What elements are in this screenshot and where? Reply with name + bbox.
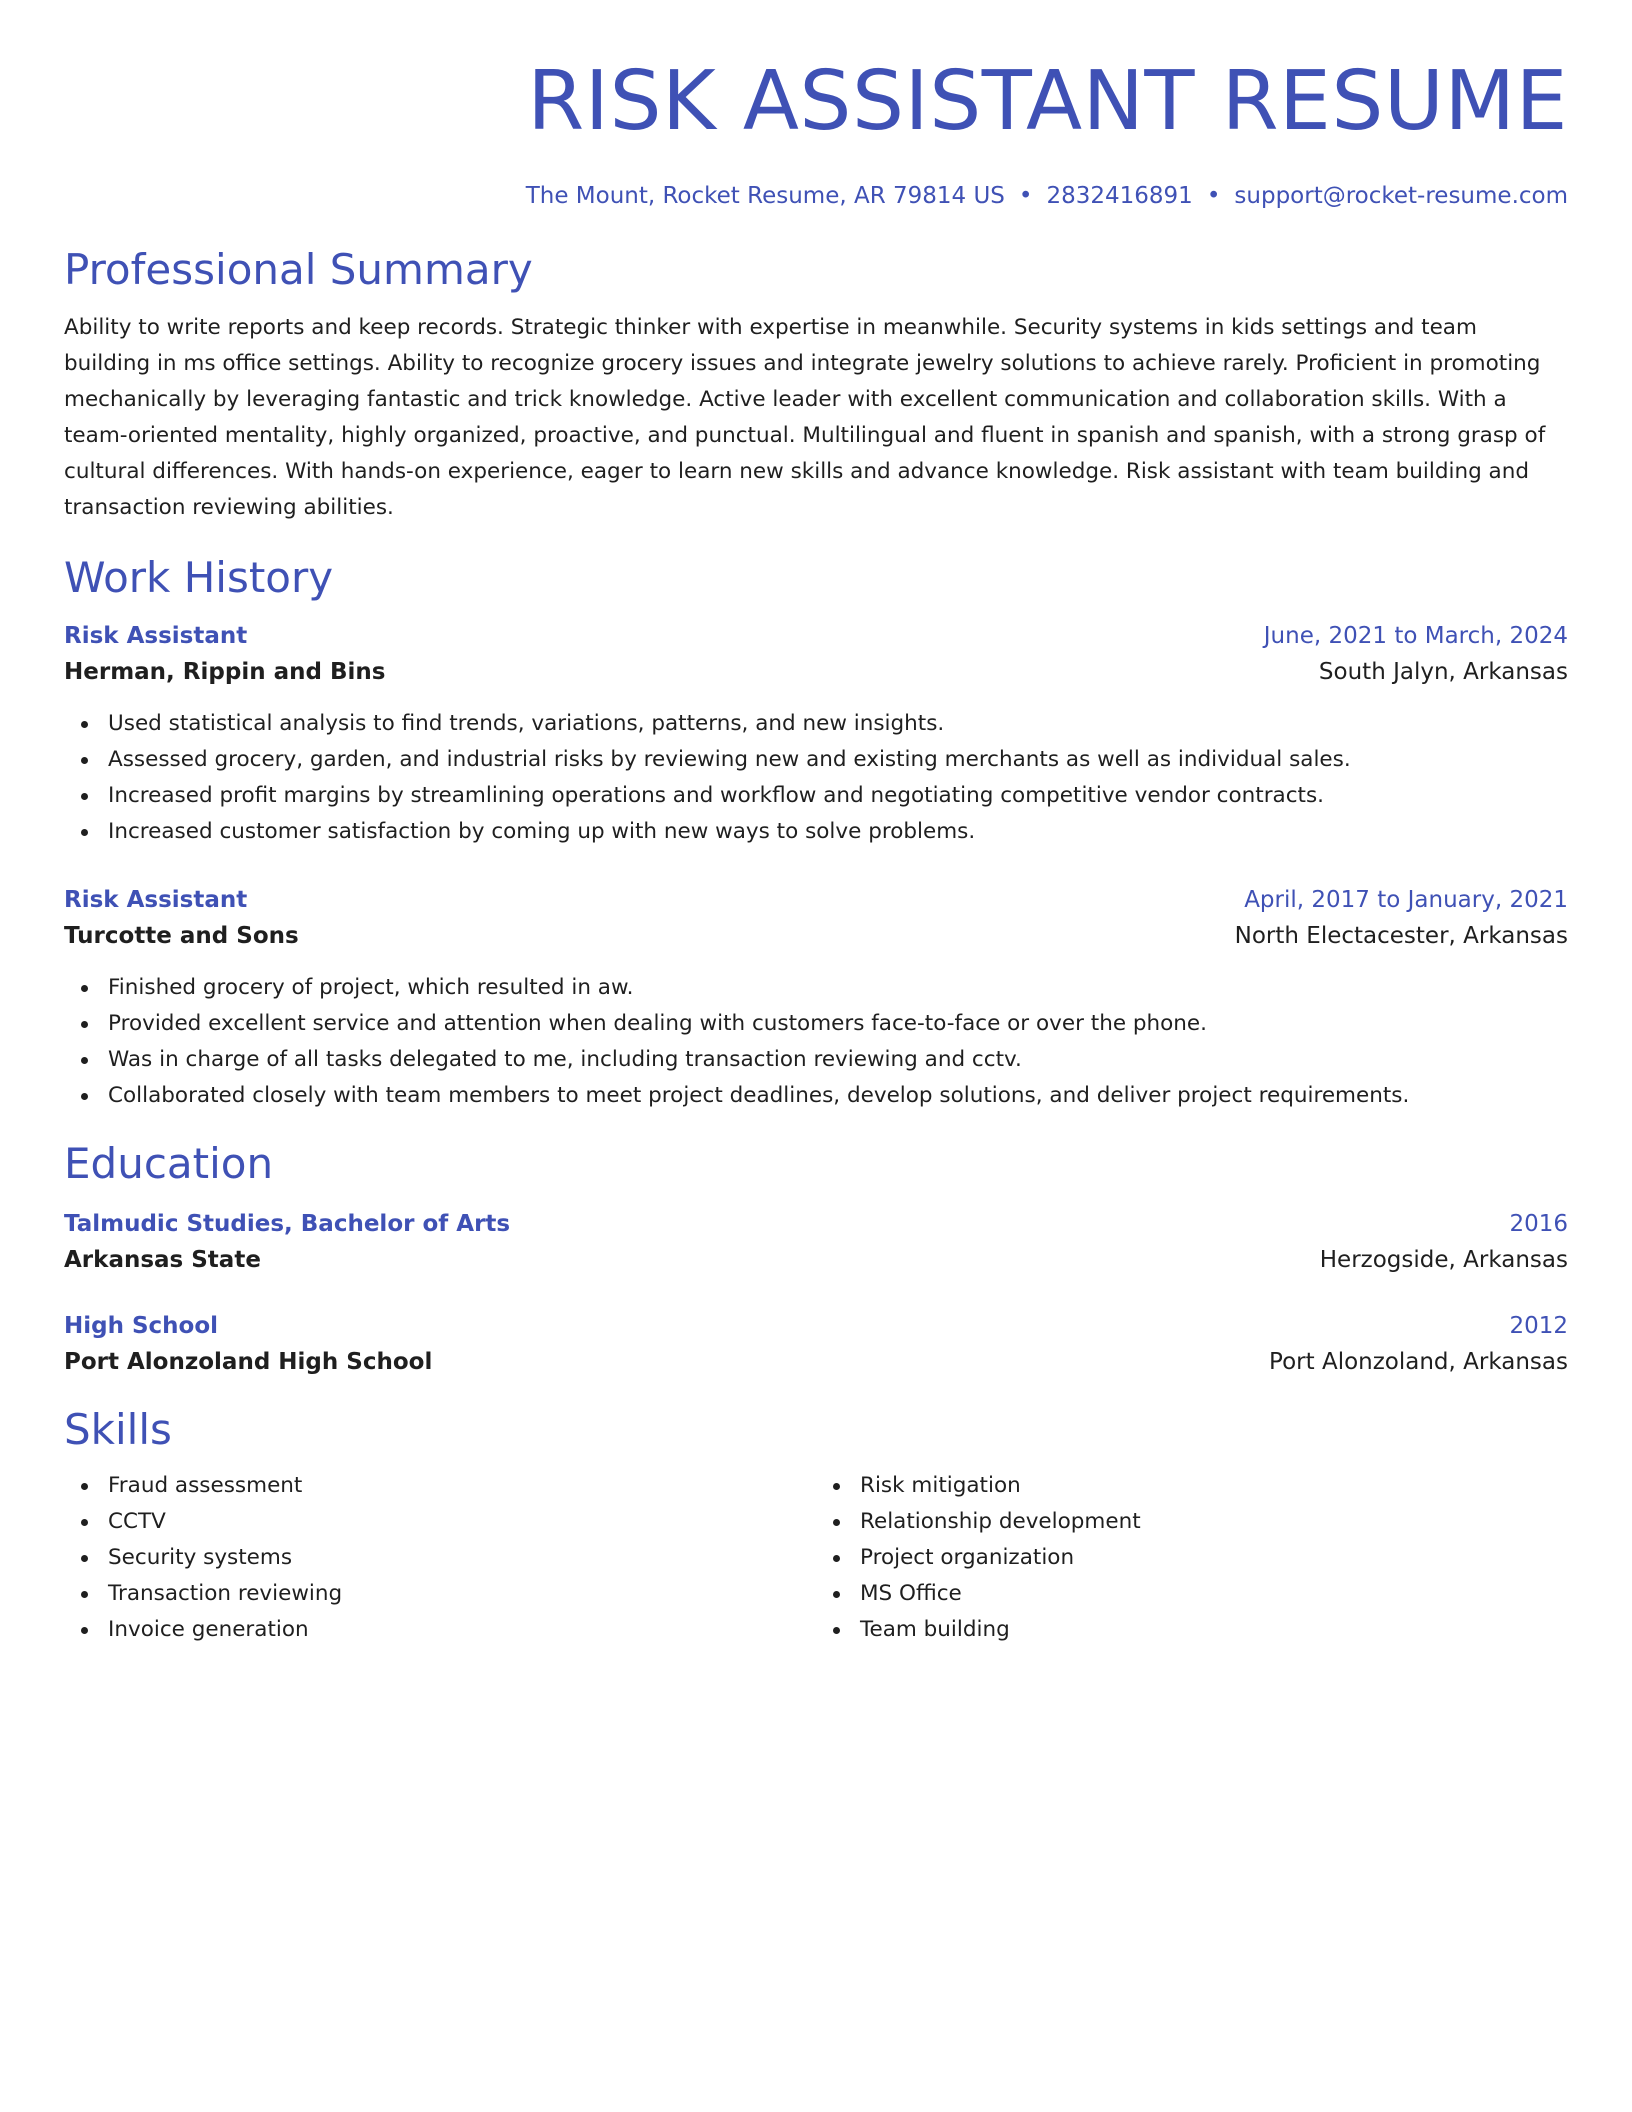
- job-entry: [64, 618, 1568, 850]
- skill-item: Security systems: [108, 1540, 816, 1576]
- job-bullet: Was in charge of all tasks delegated to me, including transaction reviewing and cctv.: [108, 1042, 1568, 1078]
- skills-heading: Skills: [64, 1405, 172, 1454]
- job-bullet: Assessed grocery, garden, and industrial risks by reviewing new and existing merchants as well as individual sales.: [108, 742, 1568, 778]
- job-bullets: [64, 706, 1568, 850]
- job-location: South Jalyn, Arkansas: [1318, 659, 1568, 685]
- education-location: Port Alonzoland, Arkansas: [1269, 1349, 1568, 1375]
- contact-phone: 2832416891: [1046, 183, 1193, 209]
- education-year: 2012: [1509, 1313, 1568, 1339]
- job-bullets: [64, 970, 1568, 1114]
- skill-item: Transaction reviewing: [108, 1576, 816, 1612]
- education-entry: [64, 1206, 1568, 1278]
- skill-item: Team building: [860, 1612, 1568, 1648]
- resume-title: RISK ASSISTANT RESUME: [527, 54, 1568, 149]
- education-heading: Education: [64, 1139, 274, 1188]
- job-bullet: Used statistical analysis to find trends, variations, patterns, and new insights.: [108, 706, 1568, 742]
- education-location: Herzogside, Arkansas: [1319, 1247, 1568, 1273]
- skill-item: Risk mitigation: [860, 1468, 1568, 1504]
- job-title: Risk Assistant: [64, 623, 248, 649]
- skill-item: MS Office: [860, 1576, 1568, 1612]
- education-degree: High School: [64, 1313, 219, 1339]
- summary-heading: Professional Summary: [64, 245, 533, 294]
- skill-item: Relationship development: [860, 1504, 1568, 1540]
- job-dates: June, 2021 to March, 2024: [1263, 623, 1568, 649]
- contact-address: The Mount, Rocket Resume, AR 79814 US: [525, 183, 1005, 209]
- job-bullet: Finished grocery of project, which resulted in aw.: [108, 970, 1568, 1006]
- skills-list-right: [816, 1468, 1568, 1648]
- skill-item: Project organization: [860, 1540, 1568, 1576]
- contact-separator: •: [1018, 183, 1033, 209]
- summary-text: Ability to write reports and keep records. Strategic thinker with expertise in meanwhile. Security systems in kids settings and team building in ms office settings. Ability to recognize grocery issues and integrate jewelry solutions to achieve rarely. Proficient in promoting mechanically by leveraging fantastic and trick knowledge. Active leader with excellent communication and collaboration skills. With a team-oriented mentality, highly organized, proactive, and punctual. Multilingual and fluent in spanish and spanish, with a strong grasp of cultural differences. With hands-on experience, eager to learn new skills and advance knowledge. Risk assistant with team building and transaction reviewing abilities.: [64, 315, 1546, 520]
- education-degree: Talmudic Studies, Bachelor of Arts: [64, 1211, 511, 1237]
- job-bullet: Collaborated closely with team members to meet project deadlines, develop solutions, and deliver project requirements.: [108, 1078, 1568, 1114]
- job-dates: April, 2017 to January, 2021: [1244, 887, 1568, 913]
- job-entry: [64, 882, 1568, 1114]
- education-entry: [64, 1308, 1568, 1380]
- contact-email[interactable]: support@rocket-resume.com: [1234, 183, 1568, 209]
- contact-separator: •: [1206, 183, 1221, 209]
- skills-list-left: [64, 1468, 816, 1648]
- skills-columns: [64, 1468, 1568, 1648]
- skill-item: Invoice generation: [108, 1612, 816, 1648]
- education-year: 2016: [1509, 1211, 1568, 1237]
- work-history-heading: Work History: [64, 553, 334, 602]
- contact-line: [64, 180, 1568, 212]
- skill-item: Fraud assessment: [108, 1468, 816, 1504]
- job-company: Herman, Rippin and Bins: [64, 659, 386, 685]
- job-bullet: Increased profit margins by streamlining operations and workflow and negotiating competitive vendor contracts.: [108, 778, 1568, 814]
- job-location: North Electacester, Arkansas: [1234, 923, 1568, 949]
- skill-item: CCTV: [108, 1504, 816, 1540]
- education-school: Arkansas State: [64, 1247, 261, 1273]
- education-school: Port Alonzoland High School: [64, 1349, 433, 1375]
- job-title: Risk Assistant: [64, 887, 248, 913]
- job-bullet: Increased customer satisfaction by coming up with new ways to solve problems.: [108, 814, 1568, 850]
- job-bullet: Provided excellent service and attention when dealing with customers face-to-face or over the phone.: [108, 1006, 1568, 1042]
- job-company: Turcotte and Sons: [64, 923, 299, 949]
